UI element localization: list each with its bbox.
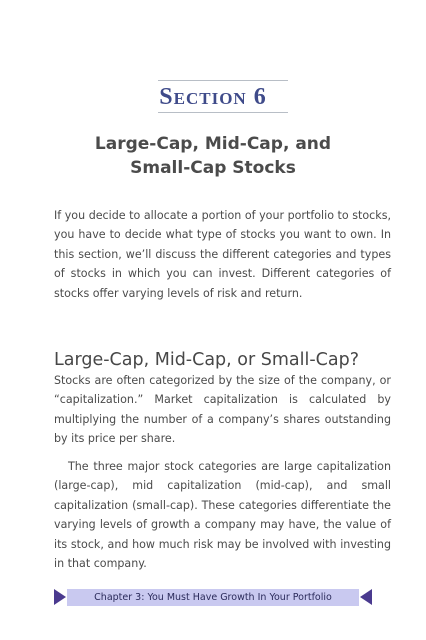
footer-chapter-bar: Chapter 3: You Must Have Growth In Your Portfolio <box>67 589 359 606</box>
body-paragraph-2: The three major stock categories are large capitalization (large-cap), mid capitalization (mid-cap), and small capitalization (small-cap). These categories differentiate the varying levels of growth a company may have, the value of its stock, and how much risk may be involved with investing in that company. <box>54 460 391 571</box>
subheading: Large-Cap, Mid-Cap, or Small-Cap? <box>54 349 360 370</box>
chapter-heading-line1: Large-Cap, Mid-Cap, and <box>94 134 332 154</box>
section-title: Section 6 <box>159 84 267 110</box>
section-top-rule <box>158 80 288 81</box>
footer-right-arrow-icon <box>360 589 372 605</box>
chapter-heading-line2: Small-Cap Stocks <box>130 158 296 178</box>
section-bottom-rule <box>158 112 288 113</box>
chapter-heading <box>40 132 386 180</box>
body-paragraph-1: Stocks are often categorized by the size of the company, or “capitalization.” Market capitalization is calculated by multiplying the number of a company’s shares outstanding by its price per share. <box>54 374 391 446</box>
footer-left-arrow-icon <box>54 589 66 605</box>
intro-paragraph: If you decide to allocate a portion of your portfolio to stocks, you have to decide what type of stocks you want to own. In this section, we’ll discuss the different categories and types of stocks in which you can invest. Different categories of stocks offer varying levels of risk and return. <box>54 209 391 300</box>
